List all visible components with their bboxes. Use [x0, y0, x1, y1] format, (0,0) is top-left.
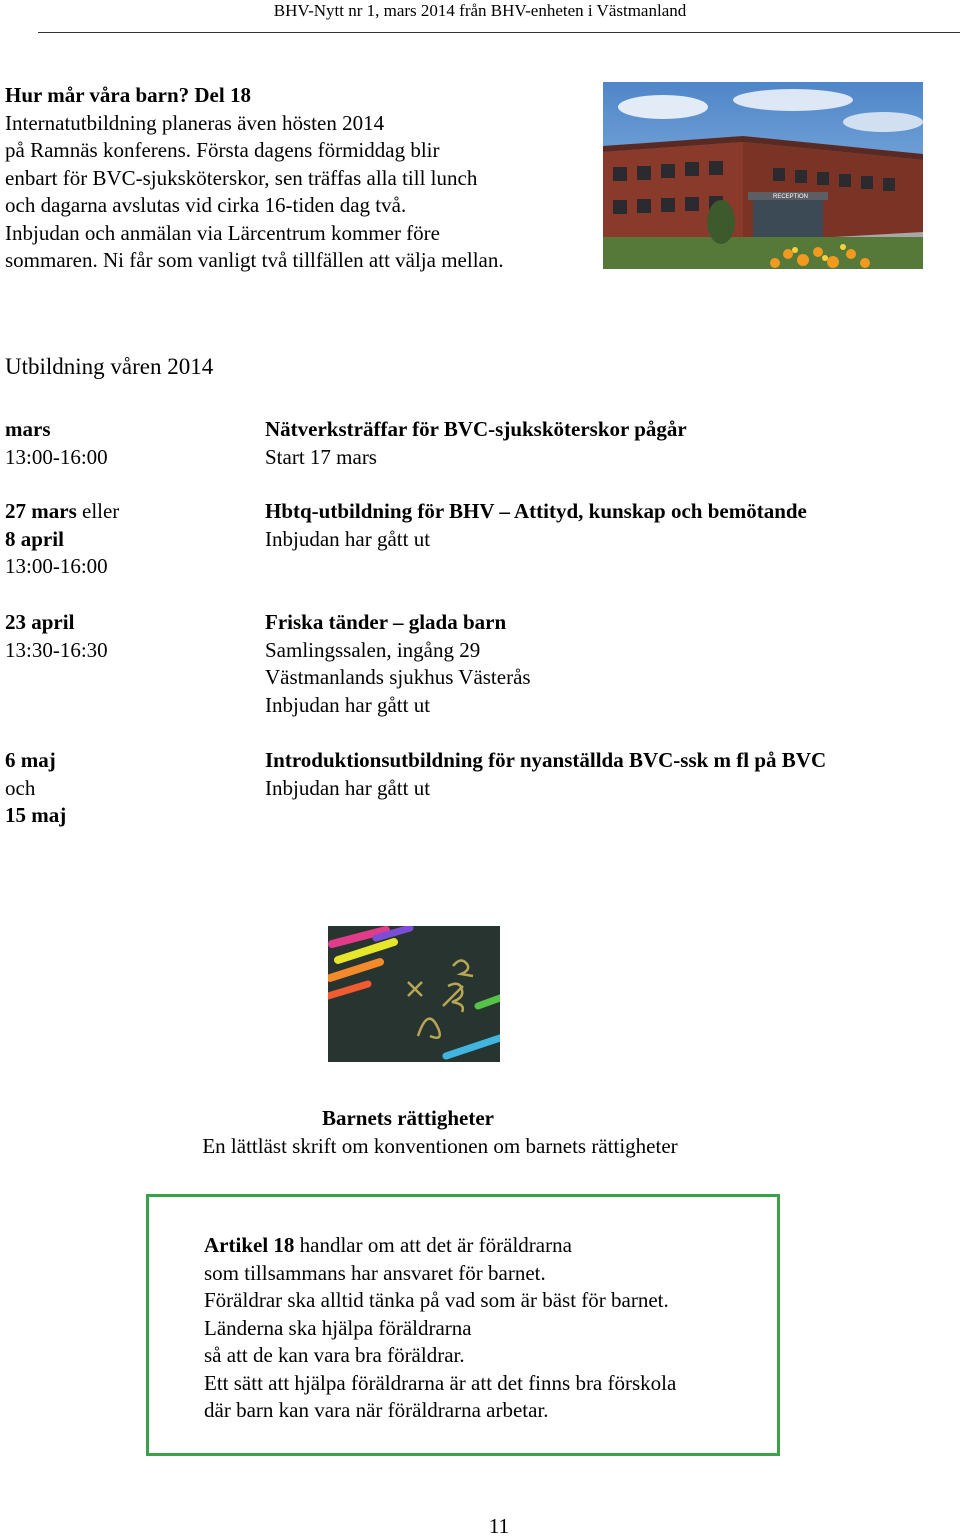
schedule-info: Inbjudan har gått ut — [265, 775, 431, 800]
header-divider — [38, 32, 960, 33]
schedule-item — [5, 747, 827, 830]
schedule-date: 6 maj — [5, 748, 56, 772]
rights-title: Barnets rättigheter — [321, 1106, 495, 1130]
schedule-info: Västmanlands sjukhus Västerås — [265, 665, 531, 689]
schedule-item — [5, 609, 531, 717]
schedule-date: mars — [5, 417, 51, 441]
article-text: Länderna ska hjälpa föräldrarna — [204, 1315, 472, 1340]
chalkboard-image — [328, 926, 500, 1062]
article-text: som tillsammans har ansvaret för barnet. — [204, 1260, 546, 1285]
schedule-item — [5, 498, 807, 581]
page-header: BHV-Nytt nr 1, mars 2014 från BHV-enheten i Västmanland — [273, 1, 687, 20]
intro-article — [5, 82, 595, 275]
reception-sign: RECEPTION — [773, 194, 809, 200]
article-text: handlar om att det är föräldrarna — [294, 1233, 572, 1257]
schedule-date: 27 mars — [5, 499, 77, 523]
article-line: Internatutbildning planeras även hösten 2014 — [5, 110, 385, 135]
article-label: Artikel 18 — [204, 1233, 295, 1257]
section-title: Utbildning våren 2014 — [5, 354, 214, 379]
schedule-info: Inbjudan har gått ut — [265, 526, 431, 551]
schedule-title: Introduktionsutbildning för nyanställda BVC-ssk m fl på BVC — [265, 748, 827, 772]
schedule-time: 13:00-16:00 — [5, 554, 108, 578]
page-number: 11 — [488, 1514, 510, 1538]
article-line: och dagarna avslutas vid cirka 16-tiden dag två. — [5, 193, 407, 217]
schedule-title: Nätverksträffar för BVC-sjuksköterskor pågår — [265, 417, 687, 441]
schedule-date: 15 maj — [5, 803, 67, 827]
schedule-item — [5, 416, 687, 471]
article-box-text — [204, 1232, 676, 1425]
schedule-title: Hbtq-utbildning för BHV – Attityd, kunskap och bemötande — [265, 499, 807, 523]
article-box — [146, 1194, 780, 1456]
article-heading: Hur mår våra barn? Del 18 — [5, 83, 251, 107]
article-line: sommaren. Ni får som vanligt två tillfällen att välja mellan. — [5, 248, 504, 272]
schedule-title: Friska tänder – glada barn — [265, 610, 507, 634]
schedule-date: 23 april — [5, 610, 75, 634]
schedule-time: 13:30-16:30 — [5, 637, 108, 662]
article-text: där barn kan vara när föräldrarna arbetar. — [204, 1398, 549, 1422]
article-text: Föräldrar ska alltid tänka på vad som är bäst för barnet. — [204, 1288, 669, 1312]
schedule-date: 8 april — [5, 526, 64, 551]
article-line: på Ramnäs konferens. Första dagens förmiddag blir — [5, 138, 440, 162]
schedule-info: Inbjudan har gått ut — [265, 692, 431, 717]
article-text: så att de kan vara bra föräldrar. — [204, 1343, 465, 1367]
schedule-info: Samlingssalen, ingång 29 — [265, 637, 481, 662]
article-line: enbart för BVC-sjuksköterskor, sen träffas alla till lunch — [5, 165, 478, 190]
hotel-photo — [603, 82, 923, 269]
schedule-info: Start 17 mars — [265, 444, 377, 469]
schedule-connector: och — [5, 775, 36, 800]
schedule-time: 13:00-16:00 — [5, 444, 108, 469]
article-text: Ett sätt att hjälpa föräldrarna är att det finns bra förskola — [204, 1370, 677, 1395]
rights-subtitle: En lättläst skrift om konventionen om barnets rättigheter — [202, 1134, 678, 1158]
schedule-connector: eller — [76, 499, 120, 523]
article-line: Inbjudan och anmälan via Lärcentrum kommer före — [5, 220, 440, 245]
